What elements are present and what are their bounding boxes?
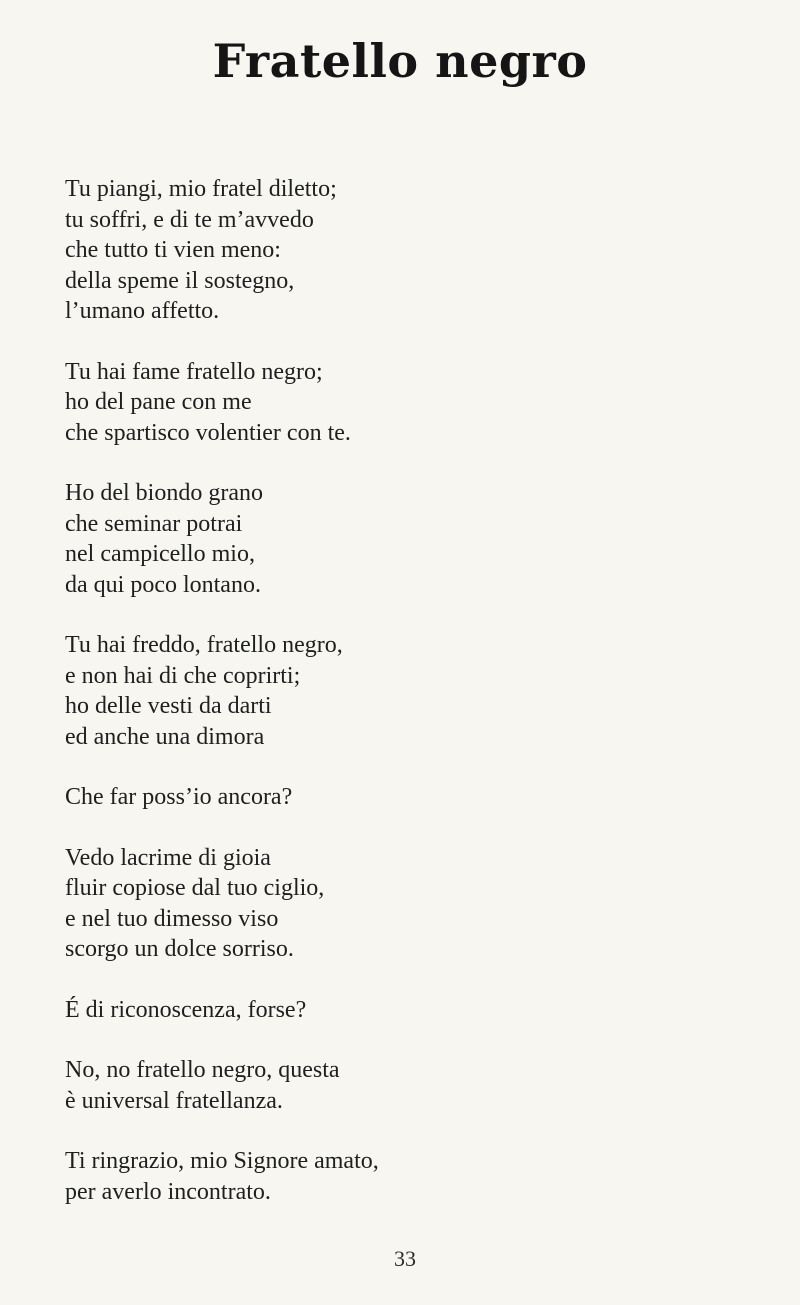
- stanza-6: [65, 843, 745, 965]
- poem-line: Vedo lacrime di gioia: [65, 844, 271, 871]
- stanza-4: [65, 630, 745, 752]
- stanza-8: [65, 1055, 745, 1116]
- stanza-9: [65, 1146, 745, 1207]
- poem-line: Che far poss’io ancora?: [65, 784, 293, 810]
- poem-line: e nel tuo dimesso viso: [65, 905, 279, 932]
- poem-line: per averlo incontrato.: [65, 1178, 271, 1205]
- poem-line: fluir copiose dal tuo ciglio,: [65, 875, 325, 901]
- poem-line: ho delle vesti da darti: [65, 693, 272, 719]
- poem-body: [65, 174, 745, 1237]
- poem-line: Tu hai fame fratello negro;: [65, 358, 323, 385]
- poem-line: da qui poco lontano.: [65, 571, 261, 598]
- poem-line: e non hai di che coprirti;: [65, 662, 301, 689]
- poem-line: É di riconoscenza, forse?: [65, 996, 307, 1023]
- poem-line: Tu hai freddo, fratello negro,: [65, 632, 343, 658]
- poem-line: ed anche una dimora: [65, 723, 265, 750]
- poem-line: è universal fratellanza.: [65, 1087, 283, 1114]
- poem-line: ho del pane con me: [65, 389, 252, 415]
- stanza-7: [65, 995, 745, 1026]
- poem-line: Tu piangi, mio fratel diletto;: [65, 176, 337, 202]
- stanza-2: [65, 357, 745, 449]
- poem-line: della speme il sostegno,: [65, 267, 295, 294]
- poem-line: Ho del biondo grano: [65, 480, 263, 506]
- poem-line: nel campicello mio,: [65, 541, 255, 567]
- poem-line: Ti ringrazio, mio Signore amato,: [65, 1148, 379, 1174]
- poem-line: che spartisco volentier con te.: [65, 419, 351, 446]
- poem-line: che tutto ti vien meno:: [65, 237, 281, 263]
- stanza-3: [65, 478, 745, 600]
- stanza-5: [65, 782, 745, 813]
- poem-line: che seminar potrai: [65, 510, 243, 537]
- page-number: 33: [394, 1246, 416, 1271]
- poem-line: scorgo un dolce sorriso.: [65, 936, 294, 962]
- poem-line: tu soffri, e di te m’avvedo: [65, 206, 314, 233]
- poem-title: Fratello negro: [212, 34, 588, 88]
- stanza-1: [65, 174, 745, 327]
- poem-line: l’umano affetto.: [65, 298, 220, 324]
- poem-line: No, no fratello negro, questa: [65, 1057, 340, 1083]
